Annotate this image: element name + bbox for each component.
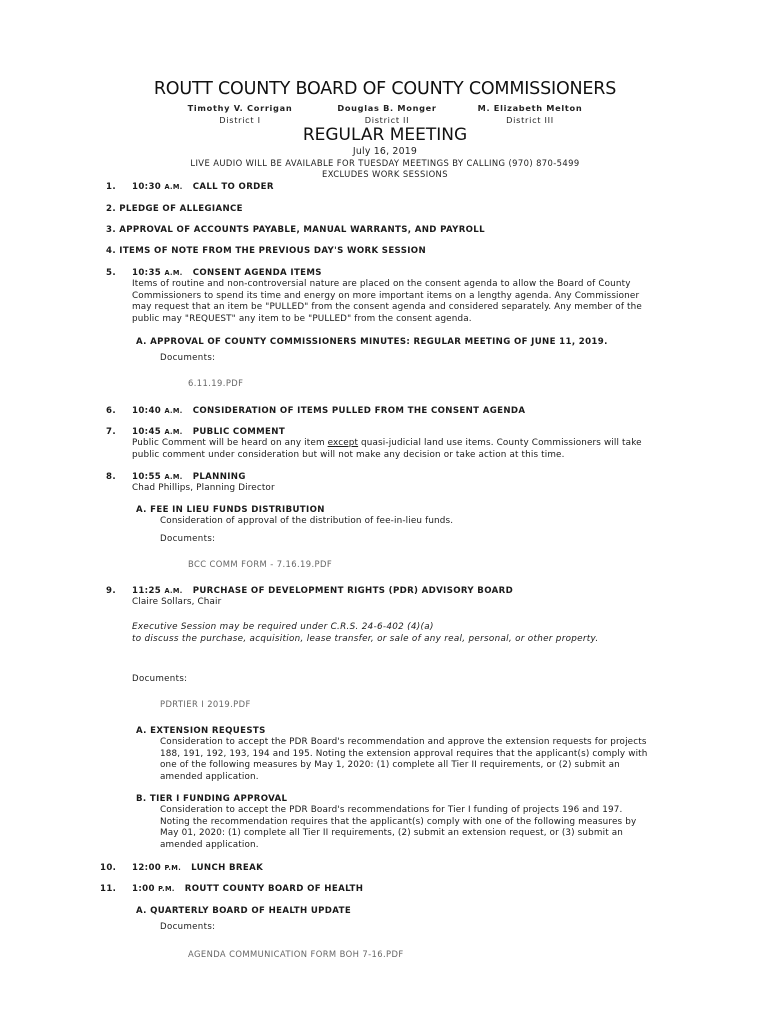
item-9b-heading: B. TIER I FUNDING APPROVAL [136,794,288,804]
meeting-type: REGULAR MEETING [302,125,468,145]
item-10-heading: 12:00 P.M. LUNCH BREAK [132,863,264,873]
item-5-description: Items of routine and non-controversial nature are placed on the consent agenda to allow the Board of County Commissioners to spend its time and energy on more important items on a lengthy agenda. Any Commissioner may request that an item be "PULLED" from the consent agenda and considered separately. Any member of the public may "REQUEST" any item to be "PULLED" from the consent agenda. [132,279,642,324]
item-5a-heading: A. APPROVAL OF COUNTY COMMISSIONERS MINUTES: REGULAR MEETING OF JUNE 11, 2019. [136,337,608,347]
commissioner-1 [175,102,305,126]
documents-label: Documents: [160,922,216,932]
document-link[interactable]: PDRTIER I 2019.PDF [160,699,251,709]
page-title: ROUTT COUNTY BOARD OF COUNTY COMMISSIONERS [153,79,617,99]
excludes-note: EXCLUDES WORK SESSIONS [322,169,448,179]
item-8a-description: Consideration of approval of the distribution of fee-in-lieu funds. [160,516,454,526]
item-9-number: 9. [106,586,116,596]
documents-label: Documents: [160,534,216,544]
item-11a-heading: A. QUARTERLY BOARD OF HEALTH UPDATE [136,906,352,916]
item-9a-description: Consideration to accept the PDR Board's recommendation and approve the extension requests for projects 188, 191, 192, 193, 194 and 195. Noting the extension approval requires that the applicant(s) comply with one of the following measures by May 1, 2020: (1) complete all Tier II requirements, or (2) submit an amended application. [160,737,648,782]
item-11-number: 11. [100,884,117,894]
item-8-number: 8. [106,472,116,482]
commissioner-3 [465,102,595,126]
item-1-number: 1. [106,182,116,192]
item-11-heading: 1:00 P.M. ROUTT COUNTY BOARD OF HEALTH [132,884,364,894]
document-link[interactable]: AGENDA COMMUNICATION FORM BOH 7-16.PDF [188,949,404,959]
item-1-heading: 10:30 A.M. CALL TO ORDER [132,182,274,192]
commissioner-district: District II [364,115,410,125]
audio-note: LIVE AUDIO WILL BE AVAILABLE FOR TUESDAY MEETINGS BY CALLING (970) 870-5499 [190,158,580,168]
item-6-heading: 10:40 A.M. CONSIDERATION OF ITEMS PULLED FROM THE CONSENT AGENDA [132,406,526,416]
item-9b-description: Consideration to accept the PDR Board's recommendations for Tier I funding of projects 196 and 197. Noting the recommendation requires that the applicant(s) comply with one of the following measures by May 01, 2020: (1) complete all Tier II requirements, (2) submit an extension request, or (3) submit an amended application. [160,805,637,850]
document-link[interactable]: BCC COMM FORM - 7.16.19.PDF [188,559,333,569]
meeting-date: July 16, 2019 [352,146,418,157]
commissioner-name: Timothy V. Corrigan [187,103,293,113]
documents-label: Documents: [132,674,188,684]
item-7-number: 7. [106,427,116,437]
commissioner-name: M. Elizabeth Melton [477,103,583,113]
item-2-heading: 2. PLEDGE OF ALLEGIANCE [106,204,243,214]
commissioner-2 [322,102,452,126]
commissioner-name: Douglas B. Monger [337,103,437,113]
documents-label: Documents: [160,353,216,363]
item-8-presenter: Chad Phillips, Planning Director [132,483,275,493]
commissioner-district: District III [506,115,554,125]
item-6-number: 6. [106,406,116,416]
commissioner-district: District I [219,115,261,125]
item-8-heading: 10:55 A.M. PLANNING [132,472,246,482]
item-10-number: 10. [100,863,117,873]
item-9-heading: 11:25 A.M. PURCHASE OF DEVELOPMENT RIGHTS (PDR) ADVISORY BOARD [132,586,514,596]
item-7-description: Public Comment will be heard on any item except quasi-judicial land use items. County Commissioners will take public comment under consideration but will not make any decision or take action at this time. [132,438,642,460]
item-3-heading: 3. APPROVAL OF ACCOUNTS PAYABLE, MANUAL WARRANTS, AND PAYROLL [106,225,485,235]
item-9-presenter: Claire Sollars, Chair [132,597,222,607]
item-4-heading: 4. ITEMS OF NOTE FROM THE PREVIOUS DAY'S WORK SESSION [106,246,426,256]
item-7-heading: 10:45 A.M. PUBLIC COMMENT [132,427,286,437]
executive-session-note: Executive Session may be required under C.R.S. 24-6-402 (4)(a) to discuss the purchase, acquisition, lease transfer, or sale of any real, personal, or other property. [132,622,599,644]
item-5-number: 5. [106,268,116,278]
item-9a-heading: A. EXTENSION REQUESTS [136,726,266,736]
document-link[interactable]: 6.11.19.PDF [188,378,244,388]
item-8a-heading: A. FEE IN LIEU FUNDS DISTRIBUTION [136,505,325,515]
item-5-heading: 10:35 A.M. CONSENT AGENDA ITEMS [132,268,322,278]
